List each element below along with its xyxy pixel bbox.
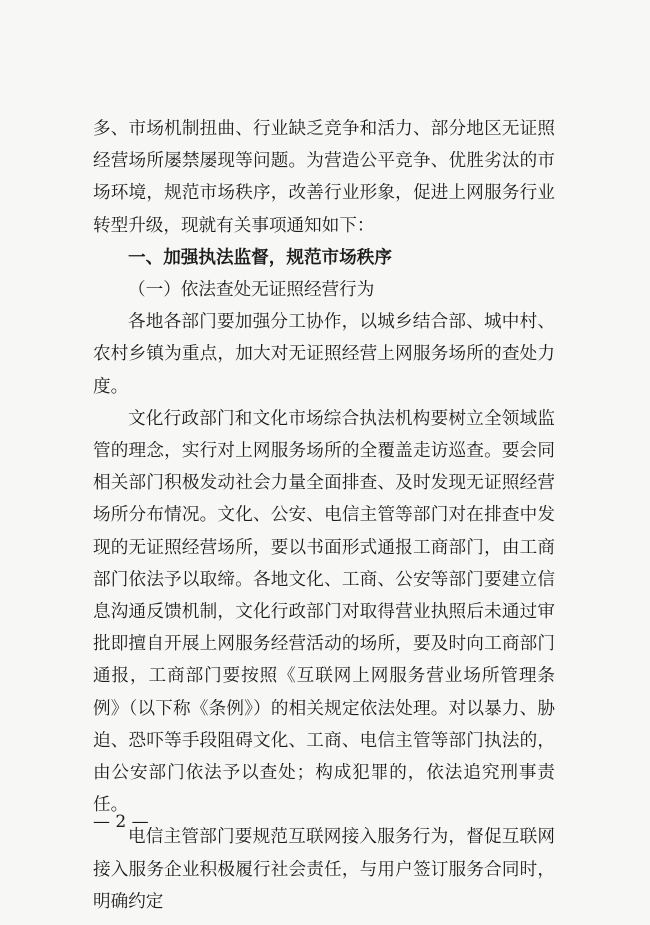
paragraph-telecom: 电信主管部门要规范互联网接入服务行为，督促互联网接入服务企业积极履行社会责任，与用户签订服务合同时，明确约定 — [93, 827, 555, 912]
section-heading-1: 一、加强执法监督，规范市场秩序 — [128, 247, 392, 268]
page-number: — 2 — — [93, 812, 149, 832]
paragraph-division-of-work: 各地各部门要加强分工协作，以城乡结合部、城中村、农村乡镇为重点，加大对无证照经营上网服务场所的查处力度。 — [93, 312, 555, 397]
paragraph-intro-continuation: 多、市场机制扭曲、行业缺乏竞争和活力、部分地区无证照经营场所屡禁屡现等问题。为营造公平竞争、优胜劣汰的市场环境，规范市场秩序，改善行业形象，促进上网服务行业转型升级，现就有关事项通知如下： — [93, 119, 555, 236]
document-body — [93, 113, 555, 918]
paragraph-enforcement: 文化行政部门和文化市场综合执法机构要树立全领域监管的理念，实行对上网服务场所的全覆盖走访巡查。要会同相关部门积极发动社会力量全面排查、及时发现无证照经营场所分布情况。文化、公安、电信主管等部门对在排查中发现的无证照经营场所，要以书面形式通报工商部门，由工商部门依法予以取缔。各地文化、工商、公安等部门要建立信息沟通反馈机制，文化行政部门对取得营业执照后未通过审批即擅自开展上网服务经营活动的场所，要及时向工商部门通报，工商部门要按照《互联网上网服务营业场所管理条例》（以下称《条例》）的相关规定依法处理。对以暴力、胁迫、恐吓等手段阻碍文化、工商、电信主管等部门执法的，由公安部门依法予以查处；构成犯罪的，依法追究刑事责任。 — [93, 408, 555, 816]
subsection-heading-1: （一）依法查处无证照经营行为 — [128, 280, 375, 301]
